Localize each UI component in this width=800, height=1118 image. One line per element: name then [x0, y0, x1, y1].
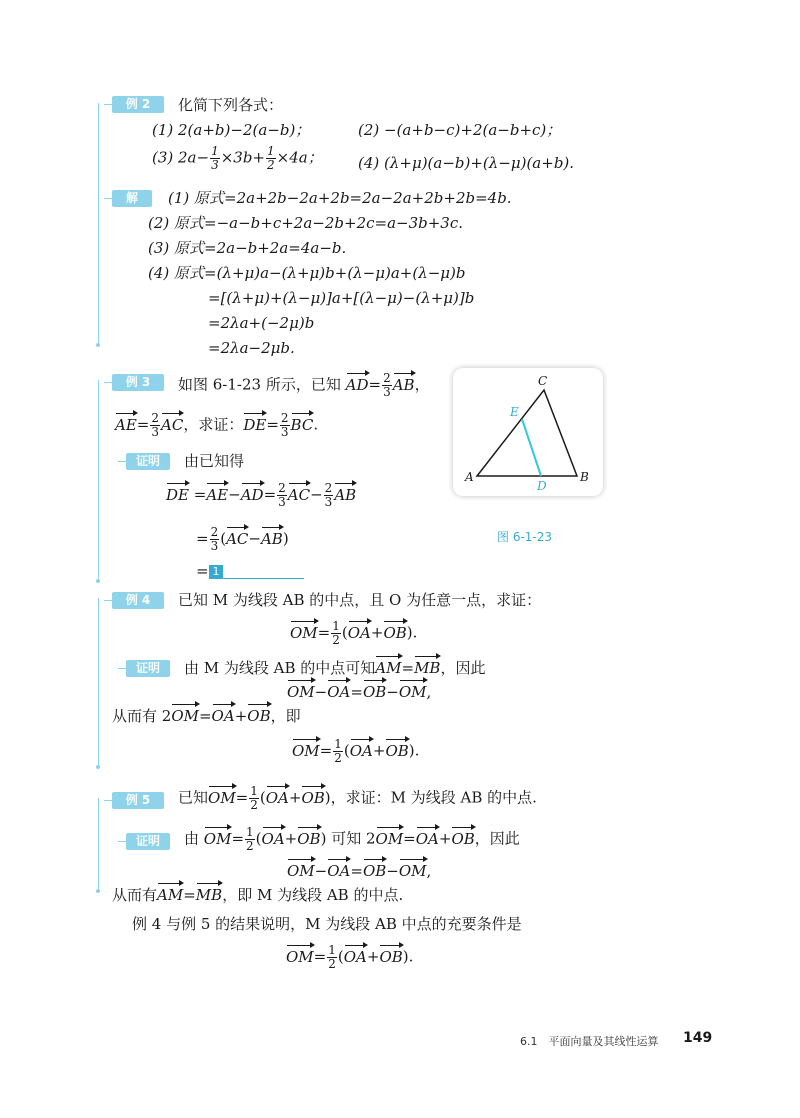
ex4-proof-line-1: 由 M 为线段 AB 的中点可知AM=MB，因此	[184, 659, 486, 677]
fraction: $\frac{1}{2}$	[250, 784, 258, 812]
vector-OB: OB	[301, 788, 325, 807]
vector-OB: OB	[297, 829, 321, 848]
ex5-text-2: ，求证：M 为线段 AB 的中点.	[330, 788, 537, 807]
vector-OB: OB	[362, 862, 387, 880]
conclusion-text: 例 4 与例 5 的结果说明，M 为线段 AB 中点的充要条件是	[132, 915, 522, 933]
ex5-proof-line-2: 从而有AM=MB，即 M 为线段 AB 的中点.	[112, 886, 404, 904]
fraction: $\frac{1}{2}$	[246, 825, 254, 853]
ex2-item-3-b: ×3b+	[220, 148, 266, 167]
solution-line-1: (1) 原式=2a+2b−2a+2b=2a−2a+2b+2b=4b.	[168, 189, 512, 207]
vector-AB: AB	[260, 529, 283, 548]
ex2-item-2: (2) −(a+b−c)+2(a−b+c)；	[358, 121, 562, 139]
vector-AM: AM	[157, 886, 184, 904]
ex5-text-3: 从而有	[112, 886, 158, 904]
ex4-label: 例 4	[112, 592, 164, 609]
blank-number: 1	[209, 565, 223, 578]
ex3-line-1: 如图 6-1-23 所示，已知 AD= $\frac{2}{3}$ AB，	[178, 371, 430, 399]
point-b-label: B	[580, 470, 589, 484]
ex4-eq-2: OM= $\frac{1}{2}$ (OA+OB).	[292, 737, 420, 765]
figure-caption: 图 6-1-23	[497, 530, 553, 544]
vector-OB: OB	[247, 707, 271, 725]
segment-de	[522, 419, 541, 476]
vector-OB: OB	[379, 947, 403, 966]
vector-OM: OM	[287, 862, 315, 880]
point-d-label: D	[537, 479, 547, 493]
solution-line-4: (4) 原式=(λ+μ)a−(λ+μ)b+(λ−μ)a+(λ−μ)b	[148, 264, 466, 282]
vector-DE: DE	[166, 485, 189, 504]
solution-label: 解	[112, 190, 152, 207]
vector-OA: OA	[415, 829, 439, 848]
vector-AC: AC	[287, 485, 311, 504]
ex3-proof-intro: 由已知得	[184, 452, 245, 470]
vector-AM: AM	[375, 659, 402, 677]
triangle-figure	[453, 368, 603, 496]
vector-OM: OM	[287, 683, 315, 701]
ex5-proof-text-3: ，因此	[474, 829, 520, 848]
ex5-bracket-line	[98, 798, 99, 890]
vector-AC: AC	[226, 529, 249, 548]
vector-OA: OA	[261, 829, 285, 848]
ex4-proof-eq: OM−OA=OB−OM,	[287, 683, 432, 701]
fraction: $\frac{2}{3}$	[324, 481, 333, 509]
vector-OM: OM	[398, 683, 427, 701]
ex5-proof-line-1: 由 OM= $\frac{1}{2}$ (OA+OB) 可知 2OM=OA+OB，因此	[184, 825, 520, 853]
vector-OM: OM	[203, 829, 232, 848]
fraction: $\frac{2}{3}$	[151, 411, 160, 439]
vector-OB: OB	[362, 683, 387, 701]
ex4-proof-text-1: 由 M 为线段 AB 的中点可知	[184, 659, 376, 677]
ex4-text-3: 从而有 2	[112, 707, 172, 725]
fraction: $\frac{2}{3}$	[280, 411, 289, 439]
vector-OM: OM	[290, 623, 318, 642]
vector-OM: OM	[208, 788, 236, 807]
page-number: 149	[683, 1030, 713, 1046]
ex5-proof-text-2: 可知 2	[331, 829, 376, 848]
vector-OM: OM	[286, 947, 314, 966]
solution-line-2: (2) 原式=−a−b+c+2a−2b+2c=a−3b+3c.	[148, 214, 464, 232]
fraction: $\frac{1}{2}$	[332, 619, 340, 647]
vector-OA: OA	[347, 623, 371, 642]
vector-OA: OA	[265, 788, 289, 807]
solution-line-3: (3) 原式=2a−b+2a=4a−b.	[148, 239, 347, 257]
ex2-prompt: 化简下列各式：	[178, 96, 284, 114]
ex2-item-1: (1) 2(a+b)−2(a−b)；	[152, 121, 311, 139]
figure-box	[453, 368, 603, 496]
point-c-label: C	[538, 374, 548, 388]
vector-OM: OM	[398, 862, 427, 880]
vector-OA: OA	[327, 862, 351, 880]
fraction: $\frac{1}{2}$	[334, 737, 342, 765]
ex2-item-3-a: (3) 2a−	[152, 148, 210, 167]
vector-AB: AB	[392, 375, 415, 394]
ex2-item-3-c: ×4a；	[276, 148, 323, 167]
ex5-text-4: ，即 M 为线段 AB 的中点.	[222, 886, 404, 904]
ex5-text-1: 已知	[178, 788, 209, 807]
point-e-label: E	[510, 405, 519, 419]
ex4-text-4: ，即	[270, 707, 301, 725]
vector-OA: OA	[349, 741, 373, 760]
fraction: $\frac{2}{3}$	[383, 371, 391, 399]
conclusion-eq: OM= $\frac{1}{2}$ (OA+OB).	[286, 943, 414, 971]
fraction: $\frac{1}{2}$	[328, 943, 336, 971]
solution-line-7: =2λa−2μb.	[208, 339, 295, 357]
fraction: $\frac{1}{2}$	[267, 144, 275, 172]
footer-section-title: 6.1 平面向量及其线性运算	[520, 1035, 659, 1048]
ex3-bracket-line	[98, 380, 99, 580]
vector-AE: AE	[206, 485, 229, 504]
ex2-label: 例 2	[112, 96, 164, 113]
fraction: $\frac{2}{3}$	[210, 525, 219, 553]
ex3-label: 例 3	[112, 374, 164, 391]
ex3-proof-eq-3: =	[196, 562, 209, 580]
vector-AB: AB	[334, 485, 357, 504]
vector-DE: DE	[243, 415, 267, 434]
ex4-eq-1: OM= $\frac{1}{2}$ (OA+OB).	[290, 619, 418, 647]
ex5-proof-label: 证明	[126, 833, 170, 850]
point-a-label: A	[465, 470, 474, 484]
vector-OA: OA	[211, 707, 235, 725]
ex5-proof-text-1: 由	[184, 829, 200, 848]
ex3-proof-label: 证明	[126, 453, 170, 470]
ex5-label: 例 5	[112, 792, 164, 809]
vector-AD: AD	[345, 375, 369, 394]
ex4-proof-line-2: 从而有 2OM=OA+OB，即	[112, 707, 301, 725]
vector-OB: OB	[383, 623, 407, 642]
ex5-statement: 已知OM= $\frac{1}{2}$ (OA+OB)，求证：M 为线段 AB 的中点.	[178, 784, 537, 812]
vector-MB: MB	[414, 659, 441, 677]
fraction: $\frac{1}{3}$	[211, 144, 219, 172]
ex5-proof-eq: OM−OA=OB−OM,	[287, 862, 432, 880]
ex3-line-2: AE= $\frac{2}{3}$ AC，求证：DE= $\frac{2}{3}$ BC.	[115, 411, 319, 439]
ex4-proof-label: 证明	[126, 660, 170, 677]
vector-MB: MB	[195, 886, 223, 904]
vector-OM: OM	[292, 741, 320, 760]
vector-AC: AC	[161, 415, 184, 434]
vector-OA: OA	[343, 947, 367, 966]
ex3-text-2: ，求证：	[183, 415, 244, 434]
vector-AD: AD	[240, 485, 264, 504]
fraction: $\frac{2}{3}$	[278, 481, 286, 509]
ex2-bracket-line	[98, 103, 99, 344]
vector-AE: AE	[115, 415, 137, 434]
ex4-proof-text-2: ，因此	[440, 659, 486, 677]
vector-BC: BC	[290, 415, 314, 434]
answer-blank[interactable]	[209, 564, 304, 579]
solution-line-6: =2λa+(−2μ)b	[208, 314, 315, 332]
ex3-proof-eq-2: = $\frac{2}{3}$ (AC−AB)	[196, 525, 289, 553]
vector-OB: OB	[385, 741, 409, 760]
ex3-proof-eq-1: DE =AE−AD= $\frac{2}{3}$ AC− $\frac{2}{3}$ AB	[166, 481, 357, 509]
vector-OA: OA	[327, 683, 351, 701]
ex2-item-3	[152, 145, 323, 172]
solution-line-5: =[(λ+μ)+(λ−μ)]a+[(λ−μ)−(λ+μ)]b	[208, 289, 475, 307]
vector-OM: OM	[375, 829, 404, 848]
ex3-text-1: 如图 6-1-23 所示，已知	[178, 375, 341, 394]
vector-OB: OB	[451, 829, 475, 848]
ex4-bracket-line	[98, 598, 99, 766]
vector-OM: OM	[171, 707, 199, 725]
ex4-statement: 已知 M 为线段 AB 的中点，且 O 为任意一点，求证：	[178, 591, 542, 609]
ex2-item-4: (4) (λ+μ)(a−b)+(λ−μ)(a+b).	[358, 154, 575, 172]
